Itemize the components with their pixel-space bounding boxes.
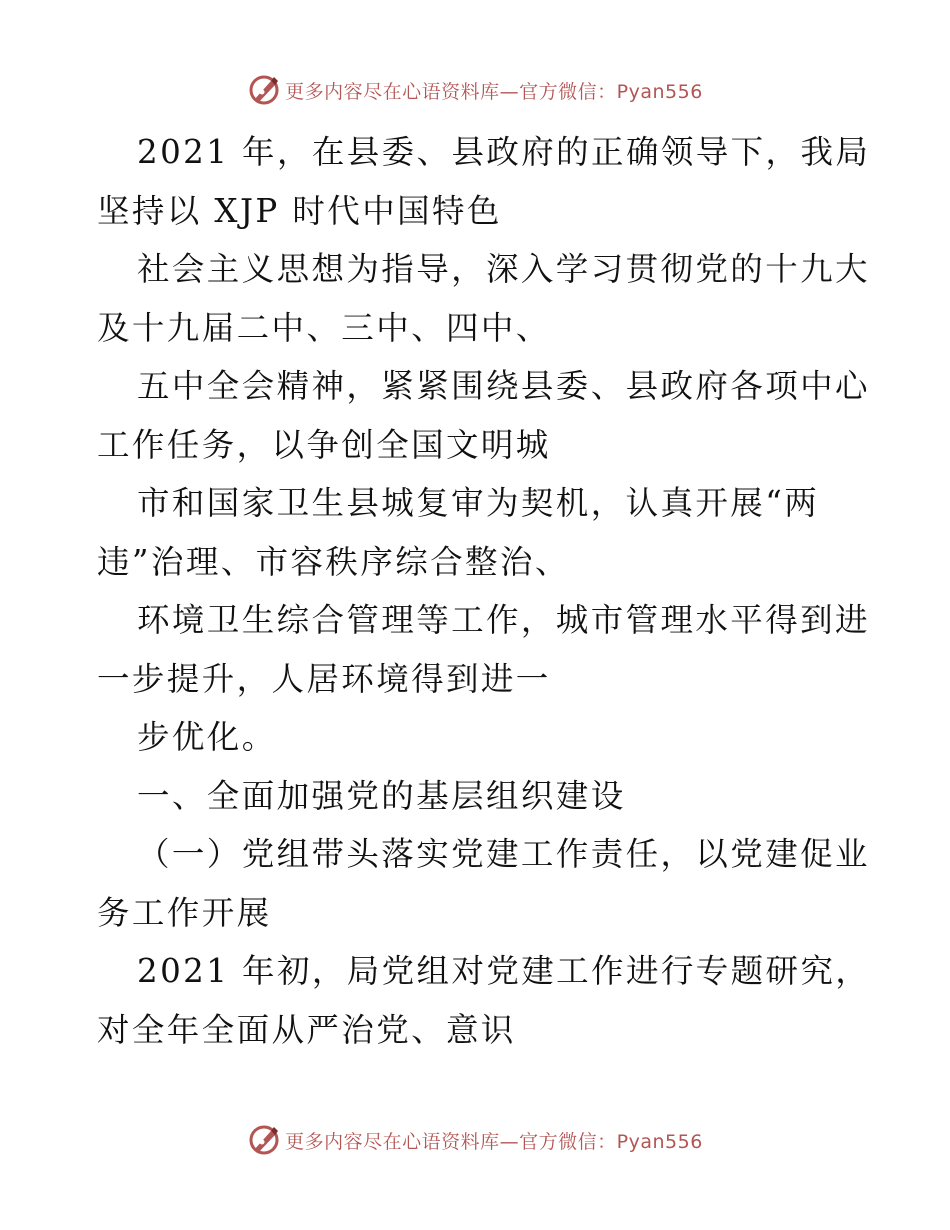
document-body	[97, 123, 871, 1059]
text-line: 五中全会精神，紧紧围绕县委、县政府各项中心	[137, 367, 870, 405]
text-line: 违”治理、市容秩序综合整治、	[97, 542, 570, 581]
watermark-text: 更多内容尽在心语资料库—官方微信：Pyan556	[285, 1130, 703, 1153]
text-line: 环境卫生综合管理等工作，城市管理水平得到进	[137, 601, 870, 639]
text-line: 工作任务，以争创全国文明城	[97, 425, 551, 464]
text-line: 务工作开展	[97, 893, 272, 932]
section-heading: 一、全面加强党的基层组织建设	[137, 776, 626, 815]
text-line: 社会主义思想为指导，深入学习贯彻党的十九大	[137, 250, 870, 288]
watermark-text: 更多内容尽在心语资料库—官方微信：Pyan556	[285, 80, 703, 103]
footer-watermark	[0, 1120, 950, 1160]
text-line: 对全年全面从严治党、意识	[97, 1010, 516, 1049]
text-line: 及十九届二中、三中、四中、	[97, 308, 551, 347]
text-line: 步优化。	[137, 718, 277, 756]
pen-logo-icon	[247, 73, 281, 107]
text-line: 坚持以 XJP 时代中国特色	[97, 191, 502, 230]
text-line: 2021 年初，局党组对党建工作进行专题研究，	[137, 952, 871, 990]
pen-logo-icon	[247, 1123, 281, 1157]
subsection-heading: （一）党组带头落实党建工作责任，以党建促业	[137, 835, 870, 873]
text-line: 市和国家卫生县城复审为契机，认真开展“两	[137, 484, 820, 522]
text-line: 2021 年，在县委、县政府的正确领导下，我局	[137, 133, 871, 171]
text-line: 一步提升，人居环境得到进一	[97, 659, 551, 698]
header-watermark	[0, 70, 950, 110]
